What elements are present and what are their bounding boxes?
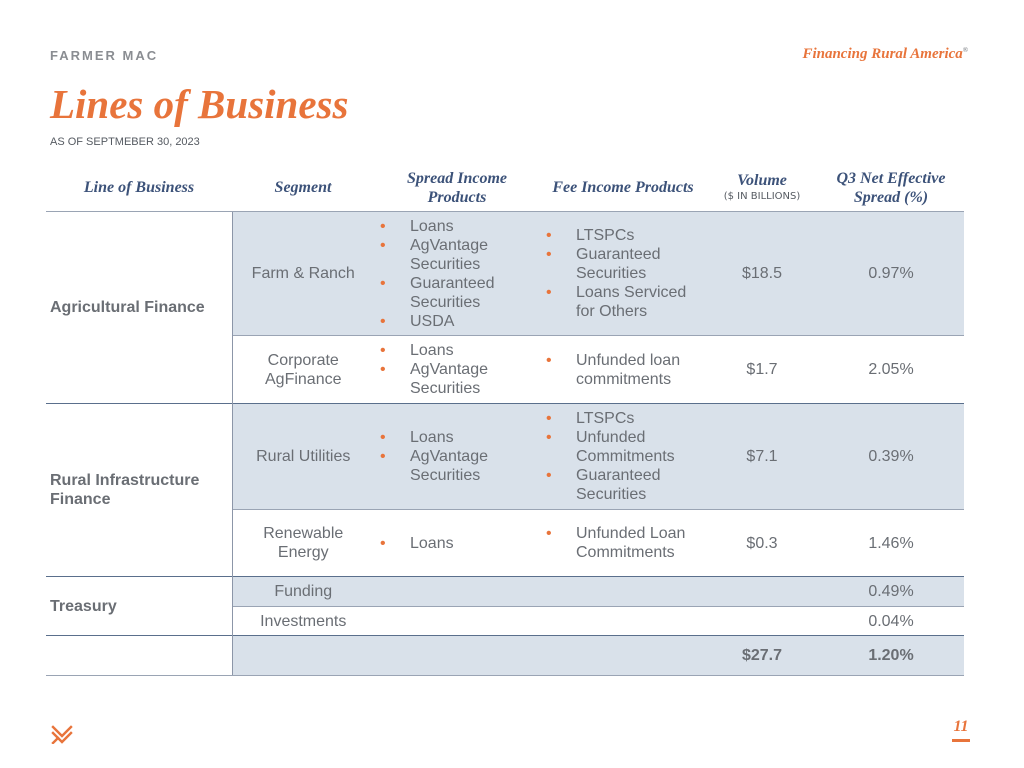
list-item: • Loans <box>378 341 536 360</box>
list-item: • Unfunded Commitments <box>544 428 702 466</box>
spread-farm-ranch: 0.97% <box>818 212 964 336</box>
page-title: Lines of Business <box>50 81 349 127</box>
table-row-funding <box>46 577 964 607</box>
segment-funding: Funding <box>232 577 374 607</box>
empty-cell <box>706 577 818 607</box>
table-row-total <box>46 636 964 676</box>
list-item: • Loans <box>378 428 536 447</box>
list-item: • AgVantage Securities <box>378 360 536 398</box>
list-item: • Guaranteed Securities <box>544 245 702 283</box>
spread-products-cell <box>374 212 540 336</box>
page-number <box>952 718 970 742</box>
fee-products-list <box>544 524 702 562</box>
col-header-segment: Segment <box>232 164 374 212</box>
col-header-spread: Q3 Net Effective Spread (%) <box>818 164 964 212</box>
registered-mark: ® <box>962 46 968 54</box>
volume-renewable-energy: $0.3 <box>706 510 818 577</box>
spread-rural-utilities: 0.39% <box>818 404 964 510</box>
fee-products-cell <box>540 510 706 577</box>
tagline <box>802 46 968 63</box>
segment-investments: Investments <box>232 607 374 636</box>
spread-products-list <box>378 217 536 331</box>
list-item: • Loans <box>378 217 536 236</box>
spread-funding: 0.49% <box>818 577 964 607</box>
empty-cell <box>232 636 374 676</box>
fee-products-cell <box>540 404 706 510</box>
col-header-volume <box>706 164 818 212</box>
fee-products-cell <box>540 212 706 336</box>
volume-corporate-agfinance: $1.7 <box>706 336 818 404</box>
list-item: • Guaranteed Securities <box>544 466 702 504</box>
total-volume: $27.7 <box>706 636 818 676</box>
segment-corporate-agfinance: Corporate AgFinance <box>232 336 374 404</box>
empty-cell <box>374 577 540 607</box>
spread-corporate-agfinance: 2.05% <box>818 336 964 404</box>
list-item: • USDA <box>378 312 536 331</box>
brand-name: FARMER MAC <box>50 48 159 63</box>
col-header-spread-income: Spread Income Products <box>374 164 540 212</box>
col-header-line-of-business: Line of Business <box>46 164 232 212</box>
list-item: • AgVantage Securities <box>378 447 536 485</box>
empty-cell <box>706 607 818 636</box>
list-item: • Loans <box>378 534 536 553</box>
empty-cell <box>374 636 540 676</box>
total-label-cell <box>46 636 232 676</box>
fee-products-list <box>544 351 702 389</box>
empty-cell <box>540 607 706 636</box>
list-item: • LTSPCs <box>544 409 702 428</box>
spread-investments: 0.04% <box>818 607 964 636</box>
table-row-farm-ranch <box>46 212 964 336</box>
spread-products-list <box>378 428 536 485</box>
list-item: • Unfunded Loan Commitments <box>544 524 702 562</box>
list-item: • Unfunded loan commitments <box>544 351 702 389</box>
lines-of-business-table <box>46 164 964 676</box>
empty-cell <box>540 636 706 676</box>
tagline-text: Financing Rural America <box>802 46 963 62</box>
segment-farm-ranch: Farm & Ranch <box>232 212 374 336</box>
table-header-row <box>46 164 964 212</box>
group-agricultural-finance: Agricultural Finance <box>46 212 232 404</box>
spread-products-cell <box>374 404 540 510</box>
fee-products-list <box>544 409 702 504</box>
table-row-rural-utilities <box>46 404 964 510</box>
segment-renewable-energy: Renewable Energy <box>232 510 374 577</box>
list-item: • LTSPCs <box>544 226 702 245</box>
empty-cell <box>374 607 540 636</box>
volume-header-label: Volume <box>737 172 787 189</box>
volume-farm-ranch: $18.5 <box>706 212 818 336</box>
spread-products-cell <box>374 336 540 404</box>
spread-products-list <box>378 341 536 398</box>
farmer-mac-chevron-logo-icon <box>51 724 73 744</box>
spread-products-list <box>378 534 536 553</box>
fee-products-cell <box>540 336 706 404</box>
segment-rural-utilities: Rural Utilities <box>232 404 374 510</box>
empty-cell <box>540 577 706 607</box>
fee-products-list <box>544 226 702 321</box>
group-rural-infrastructure-finance: Rural Infrastructure Finance <box>46 404 232 577</box>
page-number-text: 11 <box>953 718 969 735</box>
group-treasury: Treasury <box>46 577 232 636</box>
col-header-fee-income: Fee Income Products <box>540 164 706 212</box>
spread-renewable-energy: 1.46% <box>818 510 964 577</box>
page-number-underline <box>952 739 970 742</box>
list-item: • AgVantage Securities <box>378 236 536 274</box>
total-spread: 1.20% <box>818 636 964 676</box>
volume-rural-utilities: $7.1 <box>706 404 818 510</box>
list-item: • Loans Serviced for Others <box>544 283 702 321</box>
as-of-date: AS OF SEPTMEBER 30, 2023 <box>50 136 200 148</box>
volume-units: ($ IN BILLIONS) <box>723 191 801 202</box>
list-item: • Guaranteed Securities <box>378 274 536 312</box>
spread-products-cell <box>374 510 540 577</box>
